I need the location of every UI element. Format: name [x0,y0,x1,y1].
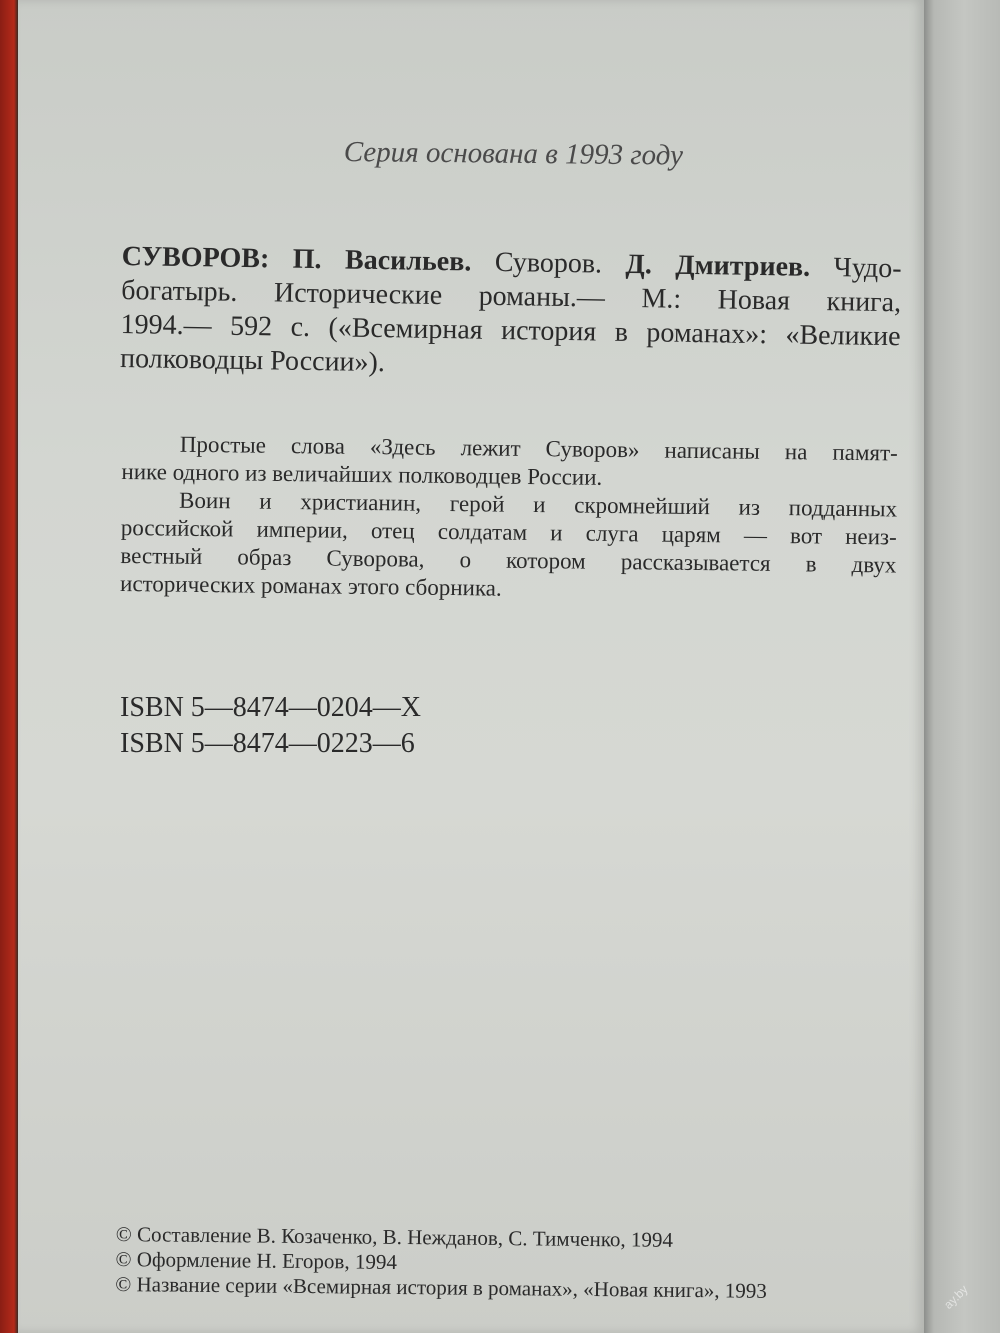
isbn-block [120,690,421,762]
bibliographic-entry [120,240,902,388]
biblio-line-4: полководцы России»). [119,342,386,379]
copyright-line: © Оформление Н. Егоров, 1994 [115,1246,398,1274]
isbn-line: ISBN 5—8474—0223—6 [120,728,415,759]
watermark: ay.by [941,1282,971,1312]
biblio-line-2: богатырь. Исторические романы.— М.: Новая книга, [120,274,902,319]
annotation-line: нике одного из величайших полководцев России. [121,458,603,490]
annotation-line: Воин и христианин, герой и скромнейший из подданных [178,487,898,522]
annotation-line: российской империи, отец солдатам и слуга царям — вот неиз- [120,514,897,550]
facing-page-edge [924,0,1000,1333]
copyright-block [115,1222,767,1304]
copyright-line: © Составление В. Козаченко, В. Нежданов, С. Тимченко, 1994 [115,1222,674,1252]
annotation-line: вестный образ Суворова, о котором рассказывается в двух [120,542,897,578]
book-page [18,0,924,1333]
series-note: Серия основана в 1993 году [343,136,684,172]
biblio-author-2: Д. Дмитриев. [625,248,811,283]
isbn-line: ISBN 5—8474—0204—X [120,692,422,723]
annotation-line: Простые слова «Здесь лежит Суворов» написаны на памят- [179,431,898,466]
copyright-line: © Название серии «Всемирная история в романах», «Новая книга», 1993 [115,1271,768,1303]
biblio-line-3: 1994.— 592 с. («Всемирная история в романах»: «Великие [120,308,901,353]
biblio-author-1: СУВОРОВ: П. Васильев. [121,240,472,278]
biblio-title-2-start: Чудо- [833,252,902,285]
biblio-title-1: Суворов. [494,246,603,280]
annotation-line: исторических романах этого сборника. [119,570,502,601]
annotation [120,430,898,607]
